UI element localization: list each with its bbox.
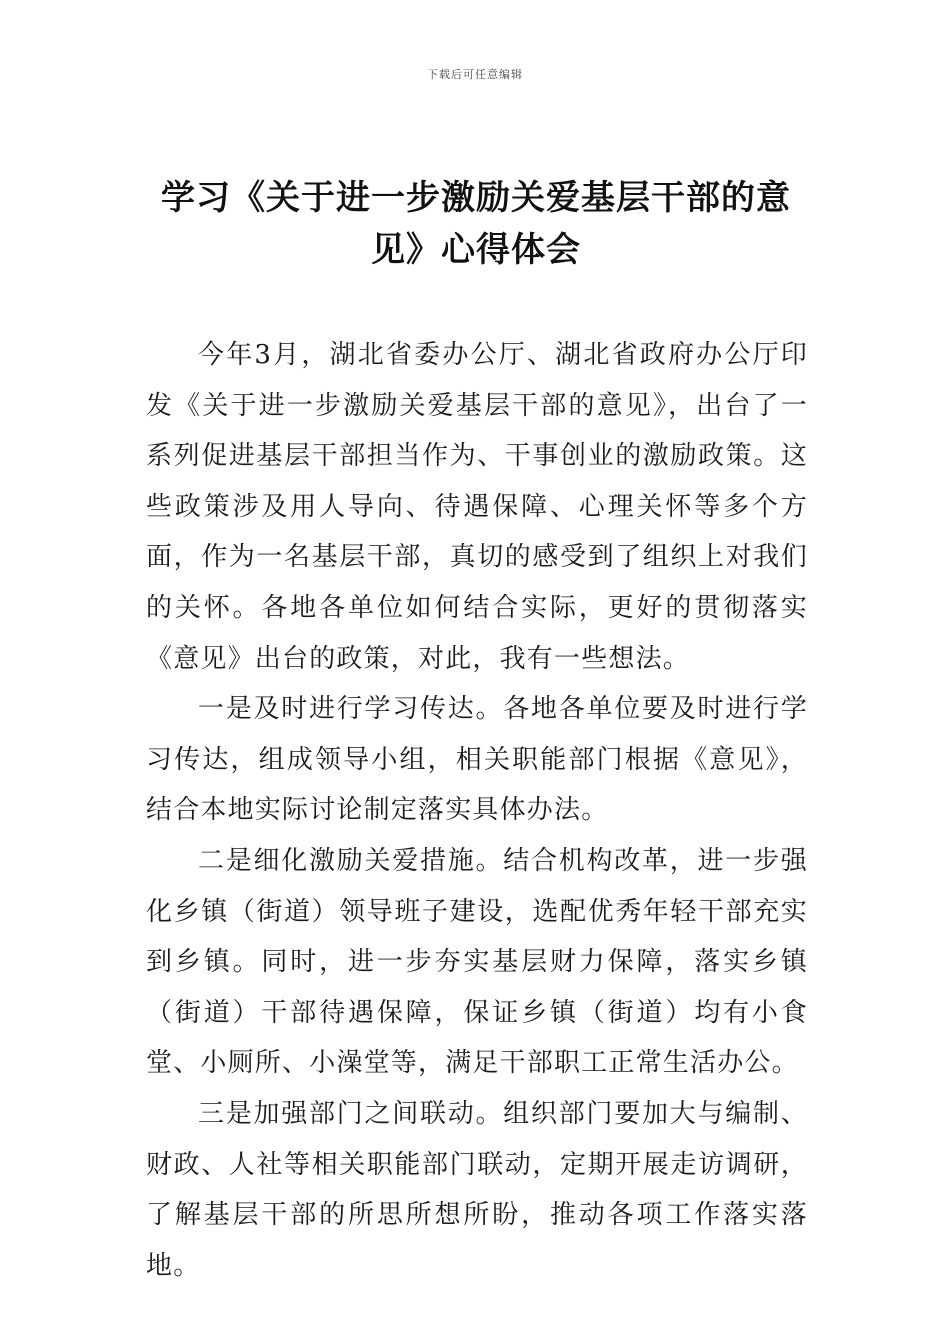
document-title: 学习《关于进一步激励关爱基层干部的意见》心得体会 bbox=[161, 178, 791, 270]
paragraph-point-two: 二是细化激励关爱措施。结合机构改革，进一步强化乡镇（街道）领导班子建设，选配优秀年轻干部充实到乡镇。同时，进一步夯实基层财力保障，落实乡镇（街道）干部待遇保障，保证乡镇（街道）均有小食堂、小厕所、小澡堂等，满足干部职工正常生活办公。 bbox=[146, 845, 808, 1079]
paragraph-point-one: 一是及时进行学习传达。各地各单位要及时进行学习传达，组成领导小组，相关职能部门根据《意见》，结合本地实际讨论制定落实具体办法。 bbox=[146, 694, 808, 826]
paragraph-intro: 今年3月，湖北省委办公厅、湖北省政府办公厅印发《关于进一步激励关爱基层干部的意见》，出台了一系列促进基层干部担当作为、干事创业的激励政策。这些政策涉及用人导向、待遇保障、心理关怀等多个方面，作为一名基层干部，真切的感受到了组织上对我们的关怀。各地各单位如何结合实际，更好的贯彻落实《意见》出台的政策，对此，我有一些想法。 bbox=[146, 340, 808, 674]
header-note: 下载后可任意编辑 bbox=[427, 68, 523, 81]
document-body bbox=[146, 330, 808, 1291]
paragraph-point-three: 三是加强部门之间联动。组织部门要加大与编制、财政、人社等相关职能部门联动，定期开展走访调研，了解基层干部的所思所想所盼，推动各项工作落实落地。 bbox=[146, 1098, 808, 1281]
